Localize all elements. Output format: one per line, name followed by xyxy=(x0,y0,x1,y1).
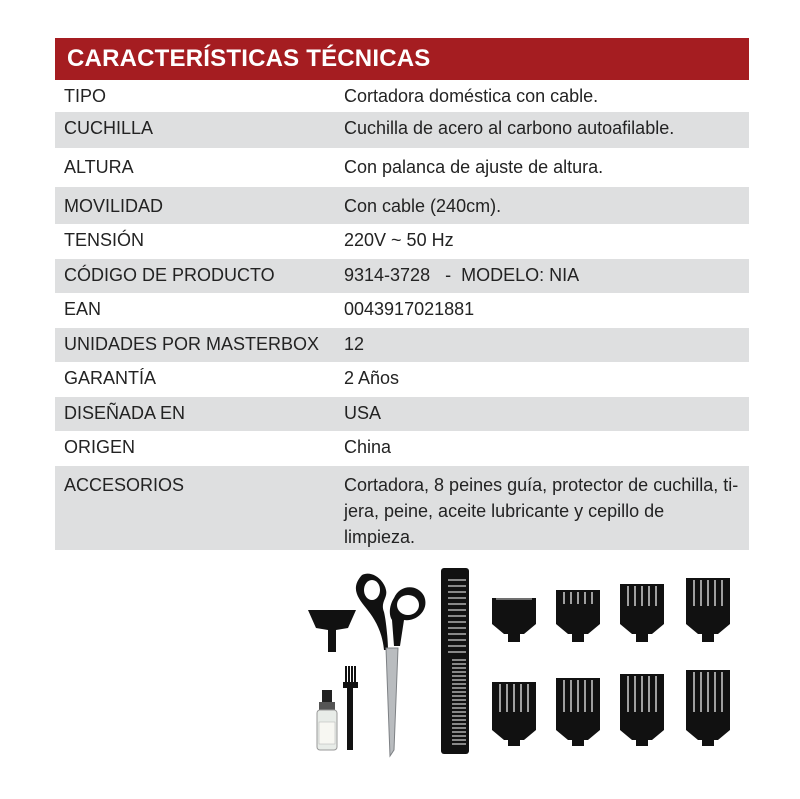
spec-label: ALTURA xyxy=(55,148,344,187)
cleaning-brush-icon xyxy=(343,666,358,750)
spec-panel xyxy=(55,38,749,550)
spec-value: 2 Años xyxy=(344,362,749,397)
table-row xyxy=(55,466,749,550)
guide-comb-icon xyxy=(492,598,536,642)
spec-label: MOVILIDAD xyxy=(55,187,344,224)
oil-bottle-icon xyxy=(317,690,337,750)
guide-comb-icon xyxy=(620,584,664,642)
spec-label: ORIGEN xyxy=(55,431,344,466)
spec-label: TIPO xyxy=(55,80,344,112)
accessories-illustration xyxy=(300,560,760,780)
guide-comb-icon xyxy=(686,670,730,746)
spec-value: Cortadora, 8 peines guía, protector de cuchilla, ti- jera, peine, aceite lubricante y cepillo de limpieza. xyxy=(344,466,749,550)
spec-label: UNIDADES POR MASTERBOX xyxy=(55,328,344,363)
spec-label: DISEÑADA EN xyxy=(55,397,344,432)
comb-icon xyxy=(441,568,469,754)
guide-comb-icon xyxy=(620,674,664,746)
table-row xyxy=(55,224,749,259)
table-row xyxy=(55,293,749,328)
blade-protector-icon xyxy=(308,610,356,652)
spec-header-title: CARACTERÍSTICAS TÉCNICAS xyxy=(55,38,749,80)
guide-comb-icon xyxy=(686,578,730,642)
spec-value: 0043917021881 xyxy=(344,293,749,328)
spec-label: TENSIÓN xyxy=(55,224,344,259)
table-row xyxy=(55,112,749,148)
spec-label: EAN xyxy=(55,293,344,328)
spec-value: Cuchilla de acero al carbono autoafilable. xyxy=(344,112,749,148)
table-row xyxy=(55,397,749,432)
spec-value: USA xyxy=(344,397,749,432)
spec-value: China xyxy=(344,431,749,466)
spec-value: Cortadora doméstica con cable. xyxy=(344,80,749,112)
spec-value: 9314-3728 - MODELO: NIA xyxy=(344,259,749,294)
table-row xyxy=(55,187,749,224)
guide-comb-icon xyxy=(556,590,600,642)
spec-table xyxy=(55,80,749,550)
spec-label: CÓDIGO DE PRODUCTO xyxy=(55,259,344,294)
table-row xyxy=(55,362,749,397)
spec-label: GARANTÍA xyxy=(55,362,344,397)
table-row xyxy=(55,431,749,466)
table-row xyxy=(55,80,749,112)
spec-label: CUCHILLA xyxy=(55,112,344,148)
spec-value: Con cable (240cm). xyxy=(344,187,749,224)
guide-comb-icon xyxy=(492,682,536,746)
spec-label: ACCESORIOS xyxy=(55,466,344,550)
guide-comb-icon xyxy=(556,678,600,746)
spec-value: Con palanca de ajuste de altura. xyxy=(344,148,749,187)
spec-value: 220V ~ 50 Hz xyxy=(344,224,749,259)
table-row xyxy=(55,328,749,363)
scissors-icon xyxy=(356,574,426,756)
table-row xyxy=(55,259,749,294)
table-row xyxy=(55,148,749,187)
spec-value: 12 xyxy=(344,328,749,363)
